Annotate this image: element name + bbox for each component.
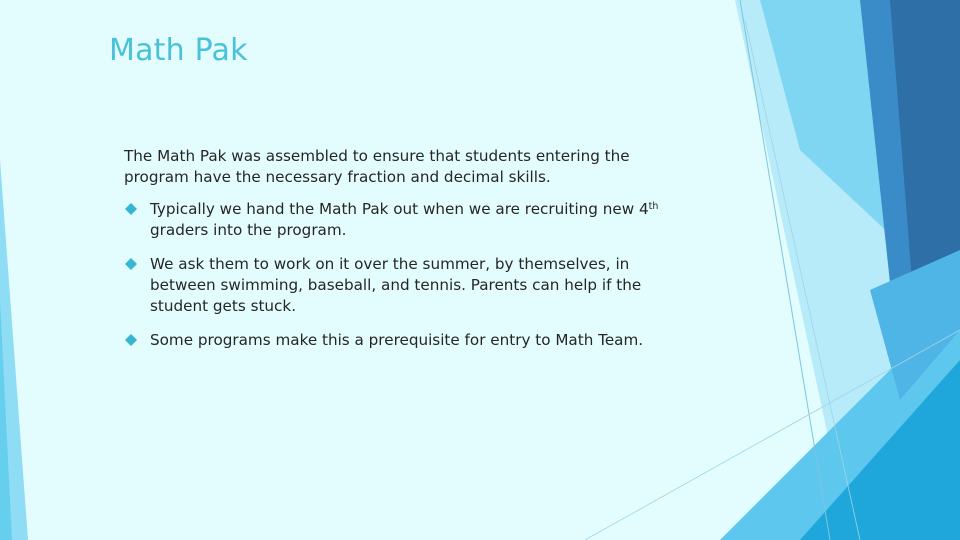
bullet-text-part: Typically we hand the Math Pak out when we are recruiting new 4 xyxy=(150,200,649,218)
bullet-item xyxy=(124,199,694,241)
slide-body xyxy=(124,146,694,364)
diamond-bullet-icon xyxy=(125,334,137,346)
bullet-text: Some programs make this a prerequisite for entry to Math Team. xyxy=(150,331,644,349)
bullet-text xyxy=(150,200,658,239)
slide-title: Math Pak xyxy=(109,33,248,68)
bullet-item xyxy=(124,330,694,351)
bullet-text: We ask them to work on it over the summer, by themselves, in between swimming, baseball, and tennis. Parents can help if the student gets stuck. xyxy=(150,255,642,315)
bullet-item xyxy=(124,254,694,317)
diamond-bullet-icon xyxy=(125,203,137,215)
ordinal-superscript: th xyxy=(648,201,659,212)
diamond-bullet-icon xyxy=(125,258,137,270)
intro-paragraph: The Math Pak was assembled to ensure that students entering the program have the necessary fraction and decimal skills. xyxy=(124,147,630,186)
bullet-text-part: graders into the program. xyxy=(150,221,347,239)
bullet-list xyxy=(124,199,694,351)
